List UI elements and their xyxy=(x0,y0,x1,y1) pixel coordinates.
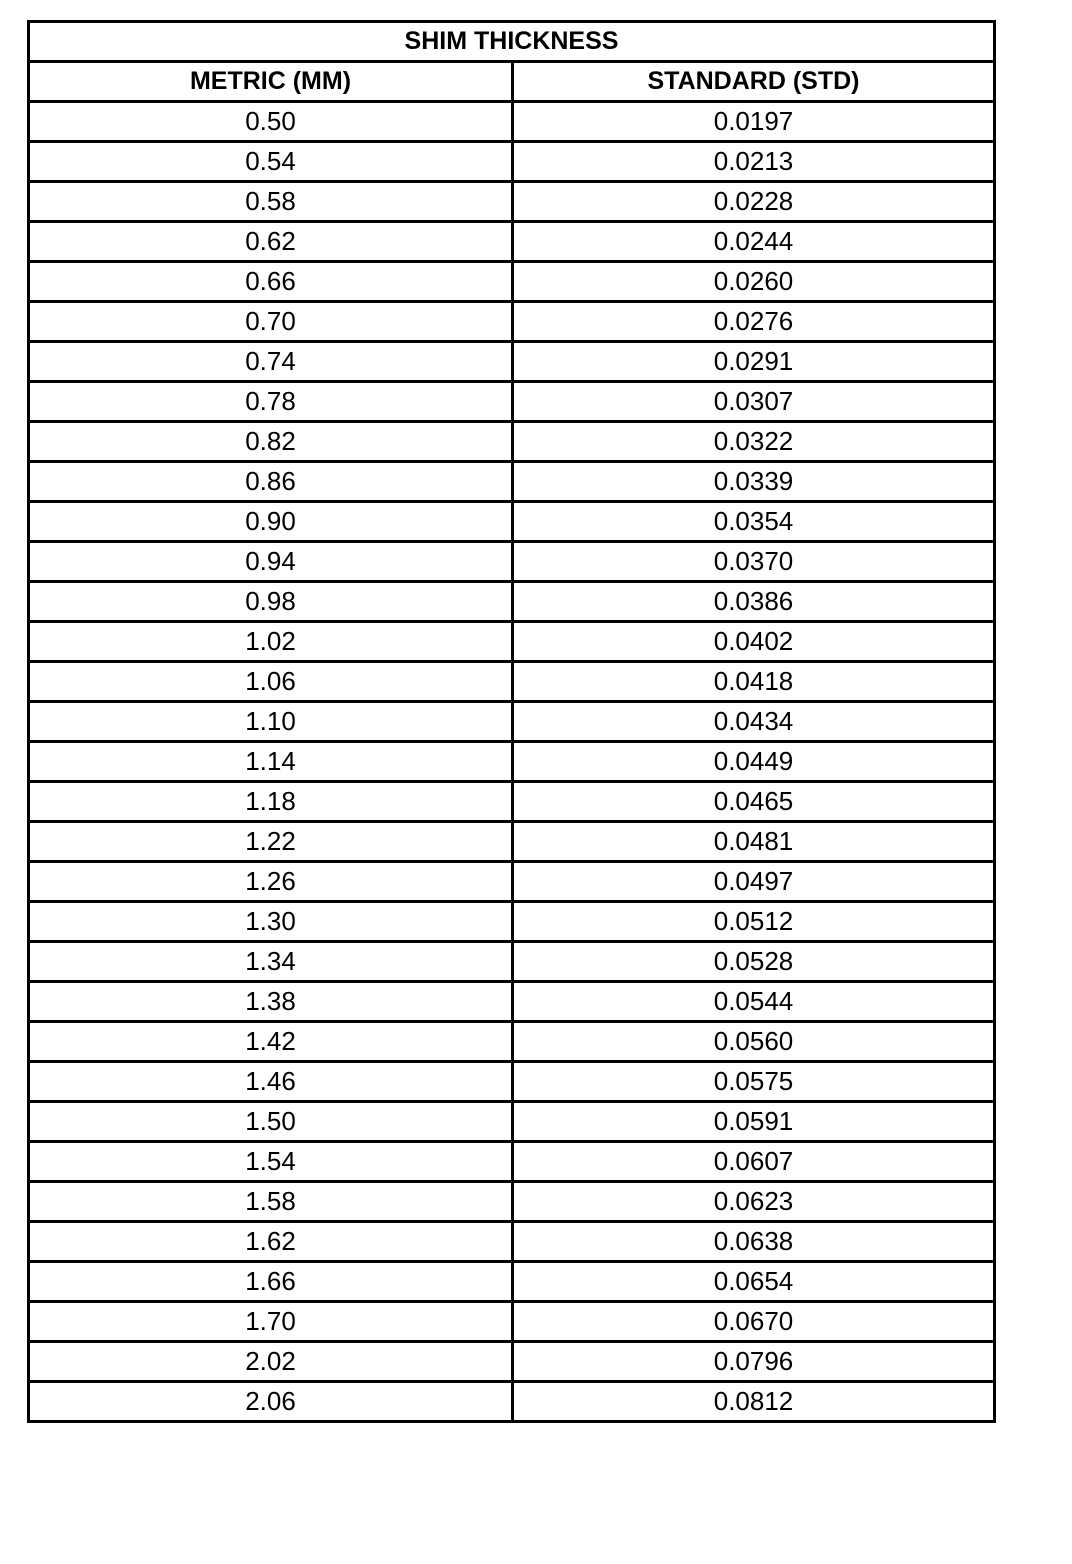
metric-mm-cell: 1.10 xyxy=(29,702,513,742)
metric-mm-cell: 2.06 xyxy=(29,1382,513,1422)
table-body xyxy=(29,102,995,1422)
table-row xyxy=(29,742,995,782)
metric-mm-cell: 0.62 xyxy=(29,222,513,262)
table-row xyxy=(29,502,995,542)
table-row xyxy=(29,382,995,422)
standard-std-cell: 0.0449 xyxy=(513,742,995,782)
standard-std-cell: 0.0528 xyxy=(513,942,995,982)
standard-std-cell: 0.0544 xyxy=(513,982,995,1022)
standard-std-cell: 0.0307 xyxy=(513,382,995,422)
table-row xyxy=(29,862,995,902)
metric-mm-cell: 1.22 xyxy=(29,822,513,862)
standard-std-cell: 0.0354 xyxy=(513,502,995,542)
table-header-row xyxy=(29,62,995,102)
standard-std-cell: 0.0575 xyxy=(513,1062,995,1102)
standard-std-cell: 0.0197 xyxy=(513,102,995,142)
table-row xyxy=(29,1062,995,1102)
metric-mm-cell: 0.86 xyxy=(29,462,513,502)
standard-std-cell: 0.0796 xyxy=(513,1342,995,1382)
metric-mm-cell: 1.02 xyxy=(29,622,513,662)
metric-mm-cell: 0.94 xyxy=(29,542,513,582)
column-header-standard: STANDARD (STD) xyxy=(513,62,995,102)
metric-mm-cell: 0.58 xyxy=(29,182,513,222)
standard-std-cell: 0.0276 xyxy=(513,302,995,342)
standard-std-cell: 0.0607 xyxy=(513,1142,995,1182)
metric-mm-cell: 1.66 xyxy=(29,1262,513,1302)
table-row xyxy=(29,1302,995,1342)
metric-mm-cell: 1.30 xyxy=(29,902,513,942)
standard-std-cell: 0.0670 xyxy=(513,1302,995,1342)
table-title-row xyxy=(29,22,995,62)
standard-std-cell: 0.0291 xyxy=(513,342,995,382)
table-row xyxy=(29,302,995,342)
standard-std-cell: 0.0370 xyxy=(513,542,995,582)
metric-mm-cell: 0.54 xyxy=(29,142,513,182)
table-row xyxy=(29,1262,995,1302)
table-row xyxy=(29,1142,995,1182)
standard-std-cell: 0.0434 xyxy=(513,702,995,742)
table-row xyxy=(29,1182,995,1222)
table-row xyxy=(29,982,995,1022)
metric-mm-cell: 0.50 xyxy=(29,102,513,142)
metric-mm-cell: 0.70 xyxy=(29,302,513,342)
table-row xyxy=(29,942,995,982)
metric-mm-cell: 1.26 xyxy=(29,862,513,902)
metric-mm-cell: 1.58 xyxy=(29,1182,513,1222)
standard-std-cell: 0.0402 xyxy=(513,622,995,662)
standard-std-cell: 0.0560 xyxy=(513,1022,995,1062)
metric-mm-cell: 1.70 xyxy=(29,1302,513,1342)
metric-mm-cell: 1.14 xyxy=(29,742,513,782)
metric-mm-cell: 1.54 xyxy=(29,1142,513,1182)
column-header-metric: METRIC (MM) xyxy=(29,62,513,102)
metric-mm-cell: 0.66 xyxy=(29,262,513,302)
table-row xyxy=(29,102,995,142)
metric-mm-cell: 0.98 xyxy=(29,582,513,622)
table-row xyxy=(29,582,995,622)
standard-std-cell: 0.0322 xyxy=(513,422,995,462)
standard-std-cell: 0.0591 xyxy=(513,1102,995,1142)
metric-mm-cell: 1.42 xyxy=(29,1022,513,1062)
table-row xyxy=(29,702,995,742)
table-row xyxy=(29,222,995,262)
metric-mm-cell: 1.38 xyxy=(29,982,513,1022)
standard-std-cell: 0.0386 xyxy=(513,582,995,622)
table-row xyxy=(29,902,995,942)
standard-std-cell: 0.0812 xyxy=(513,1382,995,1422)
standard-std-cell: 0.0481 xyxy=(513,822,995,862)
metric-mm-cell: 1.18 xyxy=(29,782,513,822)
table-row xyxy=(29,1102,995,1142)
metric-mm-cell: 1.34 xyxy=(29,942,513,982)
standard-std-cell: 0.0497 xyxy=(513,862,995,902)
standard-std-cell: 0.0244 xyxy=(513,222,995,262)
table-row xyxy=(29,1382,995,1422)
table-row xyxy=(29,142,995,182)
table-row xyxy=(29,1222,995,1262)
table-row xyxy=(29,822,995,862)
table-title: SHIM THICKNESS xyxy=(29,22,995,62)
standard-std-cell: 0.0512 xyxy=(513,902,995,942)
metric-mm-cell: 1.50 xyxy=(29,1102,513,1142)
table-row xyxy=(29,542,995,582)
standard-std-cell: 0.0339 xyxy=(513,462,995,502)
metric-mm-cell: 0.82 xyxy=(29,422,513,462)
standard-std-cell: 0.0260 xyxy=(513,262,995,302)
metric-mm-cell: 0.74 xyxy=(29,342,513,382)
table-row xyxy=(29,622,995,662)
standard-std-cell: 0.0228 xyxy=(513,182,995,222)
standard-std-cell: 0.0213 xyxy=(513,142,995,182)
metric-mm-cell: 1.06 xyxy=(29,662,513,702)
metric-mm-cell: 1.62 xyxy=(29,1222,513,1262)
table-row xyxy=(29,342,995,382)
metric-mm-cell: 2.02 xyxy=(29,1342,513,1382)
standard-std-cell: 0.0465 xyxy=(513,782,995,822)
table-row xyxy=(29,462,995,502)
table-row xyxy=(29,1342,995,1382)
metric-mm-cell: 0.90 xyxy=(29,502,513,542)
standard-std-cell: 0.0638 xyxy=(513,1222,995,1262)
table-row xyxy=(29,1022,995,1062)
metric-mm-cell: 1.46 xyxy=(29,1062,513,1102)
metric-mm-cell: 0.78 xyxy=(29,382,513,422)
table-row xyxy=(29,782,995,822)
shim-thickness-table xyxy=(27,20,996,1423)
table-row xyxy=(29,422,995,462)
standard-std-cell: 0.0654 xyxy=(513,1262,995,1302)
table-row xyxy=(29,262,995,302)
standard-std-cell: 0.0418 xyxy=(513,662,995,702)
table-row xyxy=(29,182,995,222)
table-row xyxy=(29,662,995,702)
standard-std-cell: 0.0623 xyxy=(513,1182,995,1222)
